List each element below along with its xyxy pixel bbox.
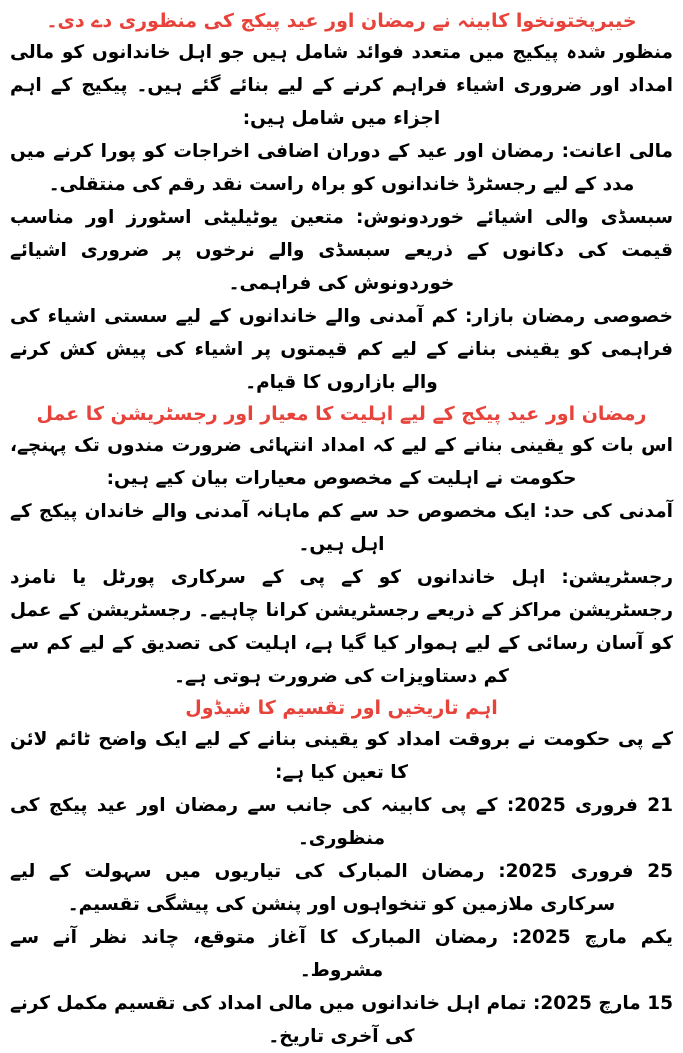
schedule-date: 15 مارچ 2025: <box>532 993 673 1014</box>
schedule-item <box>10 921 673 987</box>
eligibility-intro: اس بات کو یقینی بنانے کے لیے کہ امداد انتہائی ضرورت مندوں تک پہنچے، حکومت نے اہلیت کے مخصوص معیارات بیان کیے ہیں: <box>10 435 673 489</box>
schedule-intro: کے پی حکومت نے بروقت امداد کو یقینی بنانے کے لیے ایک واضح ٹائم لائن کا تعین کیا ہے: <box>10 729 673 783</box>
eligibility-label: آمدنی کی حد: <box>543 501 674 522</box>
schedule-heading: اہم تاریخیں اور تقسیم کا شیڈول <box>185 697 498 719</box>
schedule-date: یکم مارچ 2025: <box>511 927 673 948</box>
schedule-item <box>10 987 673 1053</box>
eligibility-text: ایک مخصوص حد سے کم ماہانہ آمدنی والے خاندان پیکج کے اہل ہیں۔ <box>10 501 537 555</box>
eligibility-text: اہل خاندانوں کو کے پی کے سرکاری پورٹل یا نامزد رجسٹریشن مراکز کے ذریعے رجسٹریشن کرانا چاہیے۔ رجسٹریشن کے عمل کو آسان رسائی کے لیے ہموار کیا گیا ہے، اہلیت کی تصدیق کے لیے کم سے کم دستاویزات کی ضرورت ہوتی ہے۔ <box>10 567 673 687</box>
schedule-date: 25 فروری 2025: <box>498 861 673 882</box>
component-text: کم آمدنی والے خاندانوں کے لیے سستی اشیاء کی فراہمی کو یقینی بنانے کے لیے کم قیمتوں پر اشیاء کی پیش کش کرنے والے بازاروں کا قیام۔ <box>10 306 673 393</box>
component-ramadan-bazaar <box>10 300 673 399</box>
schedule-item <box>10 789 673 855</box>
eligibility-label: رجسٹریشن: <box>561 567 673 588</box>
schedule-text: رمضان المبارک کا آغاز متوقع، چاند نظر آنے سے مشروط۔ <box>10 927 498 981</box>
schedule-item <box>10 855 673 921</box>
schedule-text: رمضان المبارک کی تیاریوں میں سہولت کے لیے سرکاری ملازمین کو تنخواہوں اور پنشن کی پیشگی تقسیم۔ <box>10 861 616 915</box>
intro-paragraph: منظور شدہ پیکیج میں متعدد فوائد شامل ہیں جو اہل خاندانوں کو مالی امداد اور ضروری اشیاء فراہم کرنے کے لیے بنائے گئے ہیں۔ پیکیج کے اہم اجزاء میں شامل ہیں: <box>10 42 673 129</box>
schedule-date: 21 فروری 2025: <box>506 795 673 816</box>
article-title: خیبرپختونخوا کابینہ نے رمضان اور عید پیکج کی منظوری دے دی۔ <box>46 10 637 32</box>
eligibility-heading: رمضان اور عید پیکج کے لیے اہلیت کا معیار اور رجسٹریشن کا عمل <box>36 403 647 425</box>
schedule-text: تمام اہل خاندانوں میں مالی امداد کی تقسیم مکمل کرنے کی آخری تاریخ۔ <box>10 993 527 1047</box>
component-label: خصوصی رمضان بازار: <box>464 306 673 327</box>
component-label: سبسڈی والی اشیائے خوردونوش: <box>356 207 674 228</box>
component-subsidized-food <box>10 201 673 300</box>
component-label: مالی اعانت: <box>561 141 673 162</box>
component-text: رمضان اور عید کے دوران اضافی اخراجات کو پورا کرنے میں مدد کے لیے رجسٹرڈ خاندانوں کو براہ راست نقد رقم کی منتقلی۔ <box>10 141 635 195</box>
eligibility-registration <box>10 561 673 693</box>
schedule-text: کے پی کابینہ کی جانب سے رمضان اور عید پیکج کی منظوری۔ <box>10 795 498 849</box>
component-text: متعین یوٹیلیٹی اسٹورز اور مناسب قیمت کی دکانوں کے ذریعے سبسڈی والے نرخوں پر ضروری اشیائے خوردونوش کی فراہمی۔ <box>10 207 673 294</box>
component-financial-aid <box>10 135 673 201</box>
eligibility-income-limit <box>10 495 673 561</box>
